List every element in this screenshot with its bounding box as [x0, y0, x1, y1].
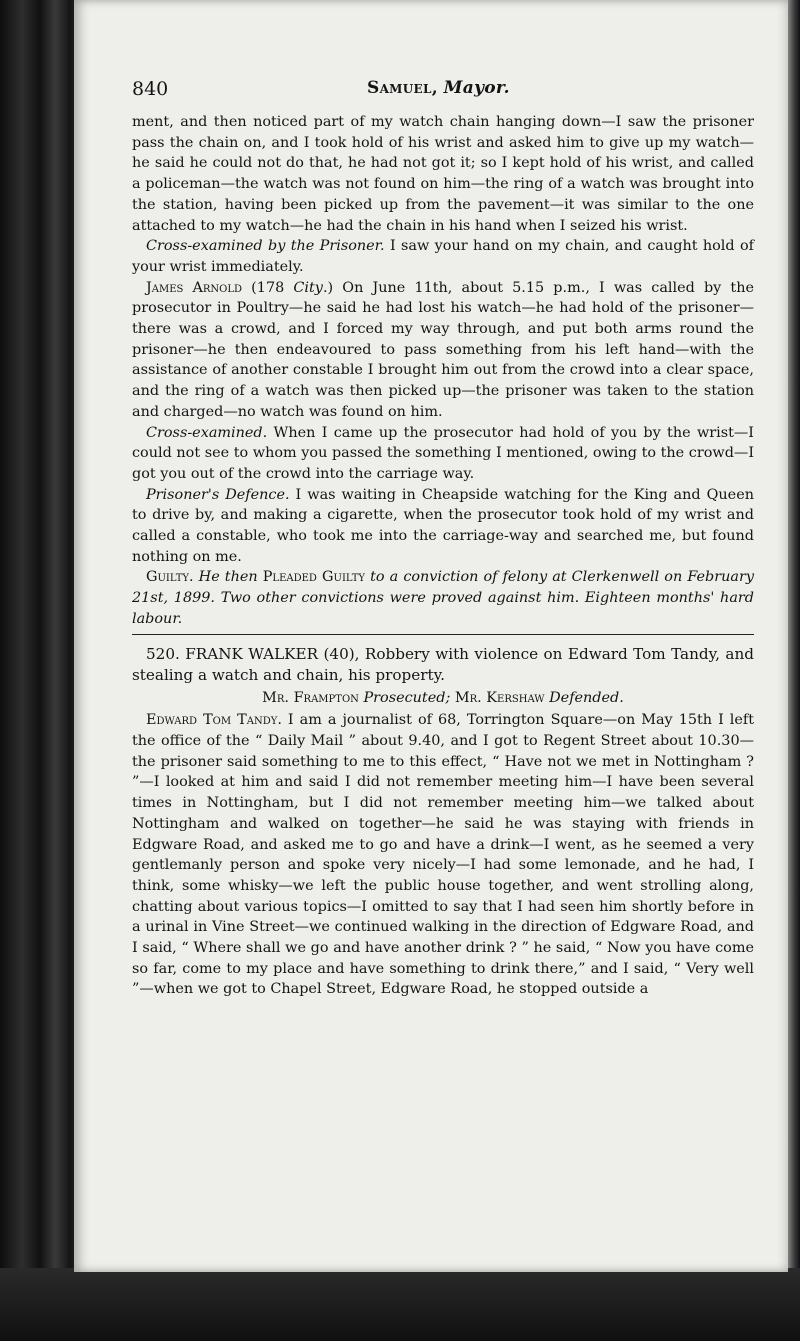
badge-close: .): [322, 279, 334, 296]
case-divider: [132, 634, 754, 635]
pleaded-guilty-label: Pleaded Guilty: [262, 569, 365, 586]
section-label: Cross-examined by the Prisoner.: [146, 238, 385, 255]
counsel-line: [132, 688, 754, 709]
defending-counsel: Mr. Kershaw: [454, 689, 545, 706]
defended-label: Defended.: [544, 689, 624, 706]
badge-open: (178: [242, 279, 294, 296]
paragraph-text: On June 11th, about 5.15 p.m., I was called by the prosecutor in Poultry—he said he had lost his watch—he had hold of the prisoner—there was a crowd, and I forced my way through, and put both arms round the prisoner—he then endeavoured to pass something from his left hand—with the assistance of another constable I brought him out from the crowd into a clear space, and the ring of a watch was then picked up—the prisoner was taken to the station and charged—no watch was found on him.: [132, 279, 754, 420]
paragraph-continued-testimony: ment, and then noticed part of my watch chain hanging down—I saw the prisoner pass the chain on, and I took hold of his wrist and asked him to give up my watch—he said he could not do that, he had not got it; so I kept hold of his wrist, and called a policeman—the watch was not found on him—the ring of a watch was brought into the station, having been picked up from the pavement—it was similar to the one attached to my watch—he had the chain in his hand when I seized his wrist.: [132, 114, 754, 234]
book-binding-right: [786, 0, 800, 1341]
witness-name: Edward Tom Tandy.: [146, 712, 282, 729]
paragraph-text: When I came up the prosecutor had hold of you by the wrist—I could not see to whom you passed the something I mentioned, owing to the crowd—I got you out of the crowd into the carriage way.: [132, 424, 754, 482]
trial-text: [132, 112, 754, 1000]
section-label: Cross-examined.: [146, 424, 268, 441]
paragraph-verdict: [132, 567, 754, 629]
running-head: [367, 78, 510, 98]
paragraph-cross-examined: [132, 423, 754, 485]
section-label: Prisoner's Defence.: [146, 486, 290, 503]
paragraph-witness-james-arnold: [132, 278, 754, 423]
paragraph-text: I was waiting in Cheapside watching for the King and Queen to drive by, and making a cigarette, when the prosecutor took hold of my wrist and called a constable, who took me into the carriage-way and searched me, but found nothing on me.: [132, 486, 754, 565]
counsel-separator: ;: [445, 689, 455, 706]
badge-city: City: [293, 279, 323, 296]
paragraph-text: I saw your hand on my chain, and caught hold of your wrist immediately.: [132, 238, 754, 275]
running-head-title: Mayor.: [443, 78, 510, 98]
paragraph-witness-edward-tom-tandy: [132, 710, 754, 1000]
paragraph-text: I am a journalist of 68, Torrington Square—on May 15th I left the office of the “ Daily Mail ” about 9.40, and I got to Regent Street about 10.30—the prisoner said something to me to this effect, “ Have not we met in Nottingham ? ”—I looked at him and said I did not remember meeting him—I have been several times in Nottingham, but I did not remember meeting him—we talked about Nottingham and walked on together—he said he was staying with friends in Edgware Road, and asked me to go and have a drink—I went, as he seemed a very gentlemanly person and spoke very nicely—I had some lemonade, and he had, I think, some whisky—we left the public house together, and went strolling along, chatting about various topics—I omitted to say that I had seen him shortly before in a urinal in Vine Street—we continued walking in the direction of Edgware Road, and I said, “ Where shall we go and have another drink ? ” he said, “ Now you have come so far, come to my place and have something to drink there,” and I said, “ Very well ”—when we got to Chapel Street, Edgware Road, he stopped outside a: [132, 712, 754, 998]
page-sheet: [74, 0, 788, 1272]
verdict-label: Guilty.: [146, 569, 194, 586]
verdict-text: He then: [193, 569, 263, 586]
running-header: [132, 76, 772, 104]
scan-bottom-margin: [0, 1268, 800, 1341]
sentence-text: to a conviction of felony at Clerkenwell on February 21st, 1899. Two other convictions were proved against him. Eighteen months' hard labour.: [132, 569, 754, 627]
prosecuted-label: Prosecuted: [358, 689, 446, 706]
page-number: 840: [132, 78, 169, 100]
prosecuting-counsel: Mr. Frampton: [262, 689, 359, 706]
paragraph-cross-examined-by-prisoner: [132, 236, 754, 277]
witness-name: James Arnold: [146, 279, 243, 296]
case-heading: 520. FRANK WALKER (40), Robbery with violence on Edward Tom Tandy, and stealing a watch and chain, his property.: [132, 644, 754, 684]
paragraph-prisoners-defence: [132, 485, 754, 568]
book-edge-left: [0, 0, 78, 1341]
running-head-name: Samuel,: [367, 78, 438, 98]
